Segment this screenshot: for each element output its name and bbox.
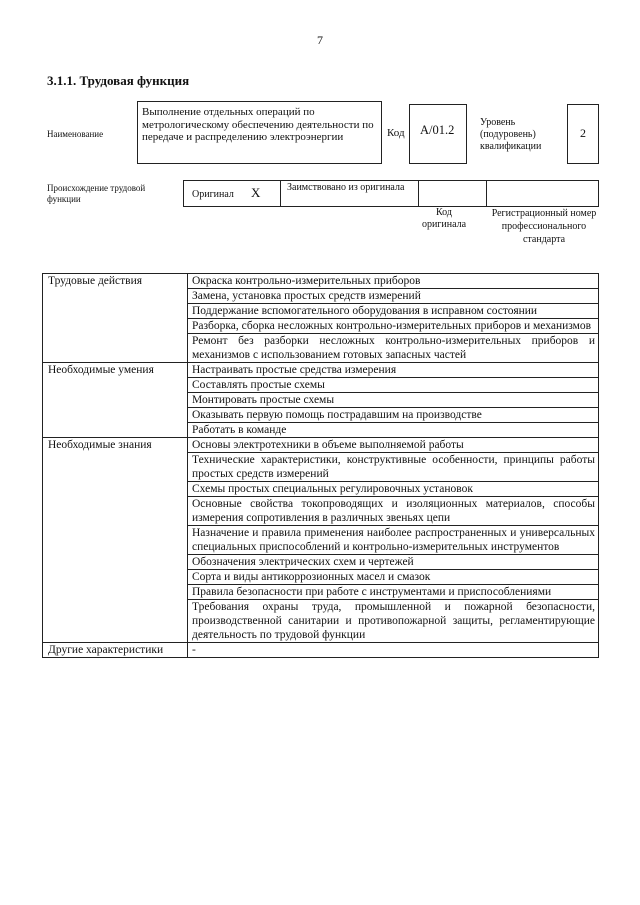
item-cell: Замена, установка простых средств измерений <box>188 289 599 304</box>
origin-borrowed-cell <box>281 181 419 206</box>
item-cell: Обозначения электрических схем и чертежей <box>188 555 599 570</box>
category-cell: Другие характеристики <box>43 643 188 658</box>
section-title: 3.1.1. Трудовая функция <box>47 73 190 88</box>
qualification-level-label: Уровень (подуровень) квалификации <box>480 117 542 152</box>
function-code-box: A/01.2 <box>409 104 467 164</box>
item-cell: Разборка, сборка несложных контрольно-измерительных приборов и механизмов <box>188 319 599 334</box>
item-cell: Назначение и правила применения наиболее распространенных и универсальных специальных приспособлений и контрольно-измерительных инструментов <box>188 526 599 555</box>
table-row <box>43 363 599 378</box>
name-label: Наименование <box>47 129 104 139</box>
item-cell: Сорта и виды антикоррозионных масел и смазок <box>188 570 599 585</box>
origin-label: Происхождение трудовой функции <box>47 183 146 204</box>
original-label: Оригинал <box>192 189 234 200</box>
function-details-table <box>42 273 599 658</box>
category-cell: Трудовые действия <box>43 274 188 363</box>
item-cell: Поддержание вспомогательного оборудования в исправном состоянии <box>188 304 599 319</box>
item-cell: Монтировать простые схемы <box>188 393 599 408</box>
origin-original-cell <box>184 181 281 206</box>
borrowed-label: Заимствовано из оригинала <box>287 182 405 193</box>
category-cell: Необходимые знания <box>43 438 188 643</box>
category-cell: Необходимые умения <box>43 363 188 438</box>
item-cell: Настраивать простые средства измерения <box>188 363 599 378</box>
item-cell: Правила безопасности при работе с инструментами и приспособлениями <box>188 585 599 600</box>
code-original-label: Код оригинала <box>421 207 467 230</box>
item-cell: Основные свойства токопроводящих и изоляционных материалов, способы измерения сопротивления в различных звеньях цепи <box>188 497 599 526</box>
origin-reg-cell <box>487 181 598 206</box>
item-cell: Схемы простых специальных регулировочных установок <box>188 482 599 497</box>
origin-strip <box>183 180 599 207</box>
code-label: Код <box>387 127 405 139</box>
item-cell: - <box>188 643 599 658</box>
table-row <box>43 274 599 289</box>
item-cell: Оказывать первую помощь пострадавшим на производстве <box>188 408 599 423</box>
reg-number-label: Регистрационный номер профессионального стандарта <box>491 208 597 245</box>
item-cell: Технические характеристики, конструктивные особенности, принципы работы простых средств измерений <box>188 453 599 482</box>
table-row <box>43 643 599 658</box>
item-cell: Требования охраны труда, промышленной и пожарной безопасности, производственной санитарии и противопожарной защиты, регламентирующие деятельность по трудовой функции <box>188 600 599 643</box>
page-number: 7 <box>317 33 323 47</box>
item-cell: Ремонт без разборки несложных контрольно-измерительных приборов и механизмов с использованием готовых запасных частей <box>188 334 599 363</box>
table-row <box>43 438 599 453</box>
item-cell: Работать в команде <box>188 423 599 438</box>
qualification-level-box: 2 <box>567 104 599 164</box>
item-cell: Составлять простые схемы <box>188 378 599 393</box>
original-mark: X <box>251 185 261 200</box>
item-cell: Основы электротехники в объеме выполняемой работы <box>188 438 599 453</box>
function-name-box: Выполнение отдельных операций по метрологическому обеспечению деятельности по передаче и распределению электроэнергии <box>137 101 382 164</box>
item-cell: Окраска контрольно-измерительных приборов <box>188 274 599 289</box>
origin-code-cell <box>419 181 487 206</box>
